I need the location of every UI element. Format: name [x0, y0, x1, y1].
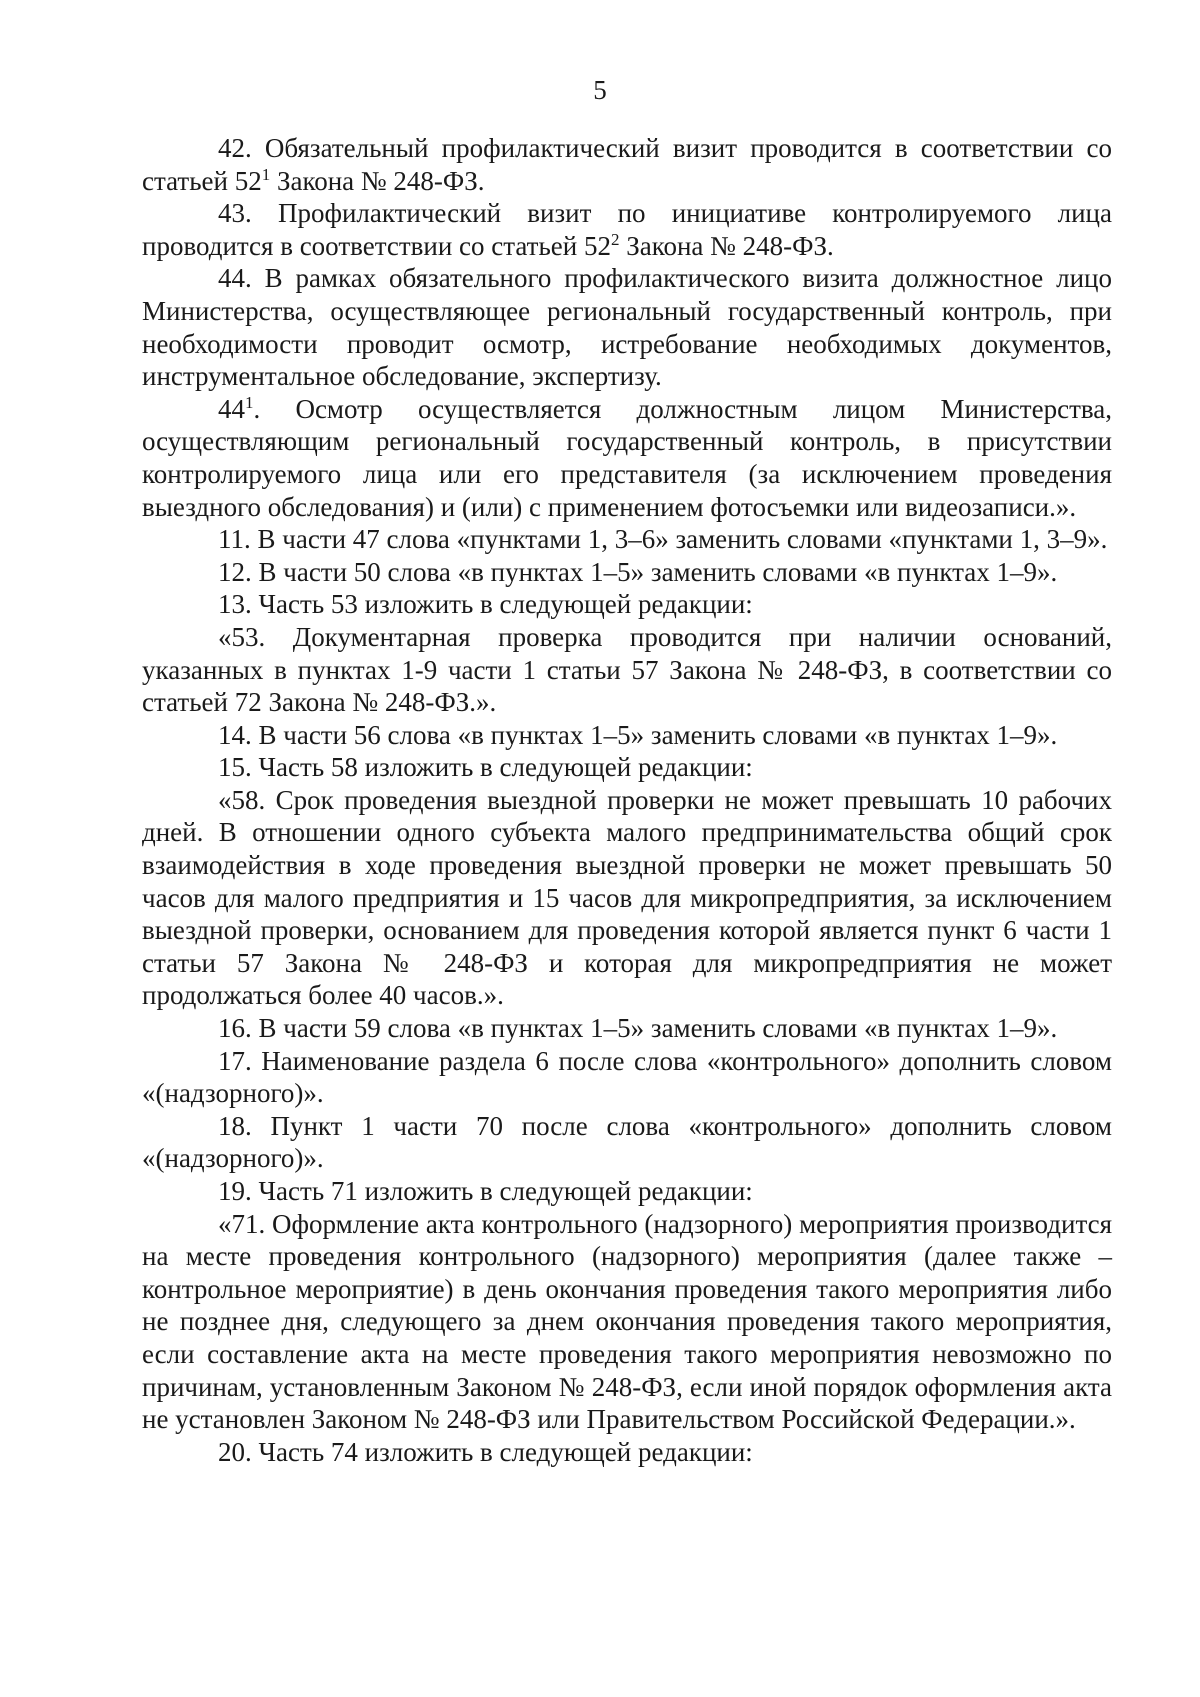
paragraph-44: 44. В рамках обязательного профилактического визита должностное лицо Министерства, осуществляющее региональный государственный контроль, при необходимости проводит осмотр, истребование необходимых документов, инструментальное обследование, экспертизу.: [142, 263, 1112, 392]
paragraph-quote-71: «71. Оформление акта контрольного (надзорного) мероприятия производится на месте проведения контрольного (надзорного) мероприятия (далее также – контрольное мероприятие) в день окончания проведения такого мероприятия либо не позднее дня, следующего за днем окончания проведения такого мероприятия, если составление акта на месте проведения такого мероприятия невозможно по причинам, установленным Законом № 248-ФЗ, если иной порядок оформления акта не установлен Законом № 248-ФЗ или Правительством Российской Федерации.».: [142, 1208, 1112, 1435]
paragraph-item-14: 14. В части 56 слова «в пунктах 1–5» заменить словами «в пунктах 1–9».: [218, 719, 1058, 750]
paragraph-item-17: 17. Наименование раздела 6 после слова «контрольного» дополнить словом «(надзорного)».: [142, 1045, 1112, 1109]
paragraph-item-13: 13. Часть 53 изложить в следующей редакции:: [218, 589, 753, 620]
paragraph-item-19: 19. Часть 71 изложить в следующей редакции:: [218, 1176, 753, 1206]
paragraph-item-12: 12. В части 50 слова «в пунктах 1–5» заменить словами «в пунктах 1–9».: [218, 556, 1058, 587]
paragraph-quote-58: «58. Срок проведения выездной проверки не может превышать 10 рабочих дней. В отношении одного субъекта малого предпринимательства общий срок взаимодействия в ходе проведения выездной проверки не может превышать 50 часов для малого предприятия и 15 часов для микропредприятия, за исключением выездной проверки, основанием для проведения которой является пункт 6 части 1 статьи 57 Закона № 248-ФЗ и которая для микропредприятия не может продолжаться более 40 часов.».: [142, 784, 1112, 1011]
superscript: 2: [610, 229, 620, 249]
paragraph-item-15: 15. Часть 58 изложить в следующей редакции:: [218, 752, 753, 783]
page-number: 5: [593, 75, 607, 105]
paragraph-quote-53: «53. Документарная проверка проводится при наличии оснований, указанных в пунктах 1-9 части 1 статьи 57 Закона № 248-ФЗ, в соответствии со статьей 72 Закона № 248-ФЗ.».: [142, 621, 1112, 718]
paragraph-44-1: $44^1$. Осмотр осуществляется должностным лицом Министерства, осуществляющим региональный государственный контроль, в присутствии контролируемого лица или его представителя (за исключением проведения выездного обследования) и (или) с применением фотосъемки или видеозаписи.».: [142, 392, 1112, 522]
paragraph-item-16: 16. В части 59 слова «в пунктах 1–5» заменить словами «в пунктах 1–9».: [218, 1013, 1058, 1044]
superscript: 1: [245, 392, 254, 412]
paragraph-42: 42. Обязательный профилактический визит проводится в соответствии со статьей $52^1$ Закона № 248-ФЗ.: [142, 133, 1112, 196]
paragraph-43: 43. Профилактический визит по инициативе контролируемого лица проводится в соответствии со статьей $52^2$ Закона № 248-ФЗ.: [142, 198, 1112, 261]
paragraph-item-11: 11. В части 47 слова «пунктами 1, 3–6» заменить словами «пунктами 1, 3–9».: [218, 524, 1108, 555]
document-body: [142, 132, 1112, 1468]
superscript: 1: [261, 164, 271, 184]
paragraph-item-18: 18. Пункт 1 части 70 после слова «контрольного» дополнить словом «(надзорного)».: [142, 1110, 1112, 1174]
paragraph-item-20: 20. Часть 74 изложить в следующей редакции:: [218, 1436, 753, 1467]
